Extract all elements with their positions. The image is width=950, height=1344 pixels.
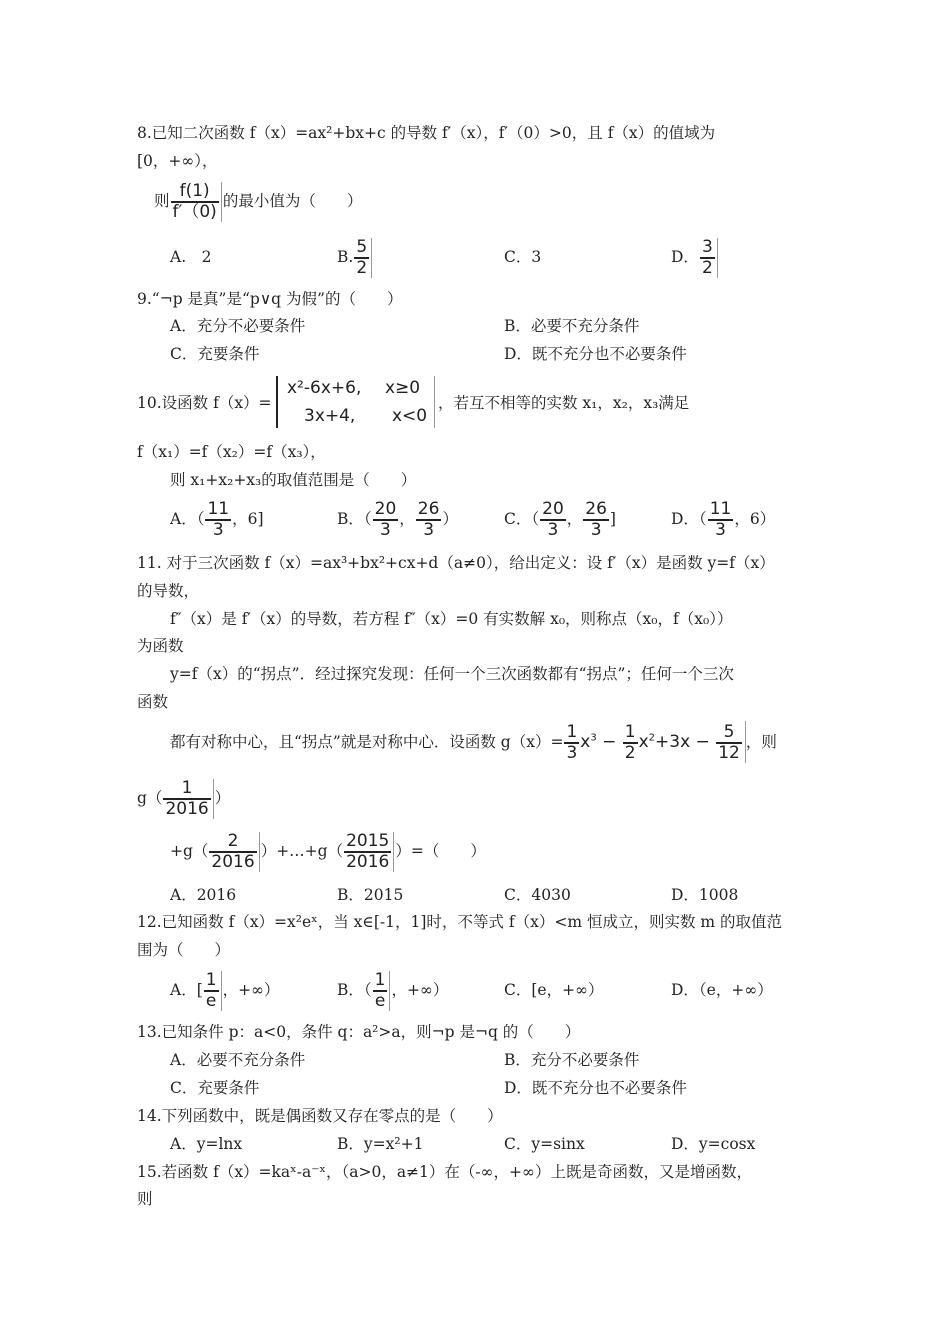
frac-den: 3 [547, 519, 559, 540]
q8-option-b-label: B. [337, 248, 354, 266]
q8-frac-num: f(1) [179, 181, 210, 202]
q8-option-d [671, 237, 719, 278]
fraction [373, 500, 399, 540]
option-label: A．（ [170, 510, 205, 528]
q10-line3: 则 x₁+x₂+x₃的取值范围是（ ） [170, 471, 417, 489]
q11-line9-part: +g（ [170, 842, 209, 860]
q14-option-b: B．y=x²+1 [337, 1135, 424, 1153]
q9-stem: 9.“¬p 是真”是“p∨q 为假”的（ ） [137, 290, 403, 308]
fraction [564, 723, 579, 763]
frac-num: 26 [585, 499, 607, 520]
q11-term: $x^3$ − [580, 732, 622, 752]
q10-cond2: x<0 [392, 406, 428, 426]
q11-line4: 为函数 [137, 637, 184, 655]
fraction [623, 723, 638, 763]
option-label: D．（ [671, 510, 707, 528]
frac-den: 3 [380, 519, 391, 540]
q9-option-c: C．充要条件 [170, 345, 260, 363]
q8-option-b [337, 237, 373, 278]
q11-option-c: C．4030 [504, 886, 571, 904]
q8-option-c: C．3 [504, 248, 542, 266]
frac-num: 1 [181, 778, 193, 799]
option-label: A．[ [170, 981, 203, 999]
frac-den: e [374, 990, 386, 1011]
frac-den: 2016 [211, 851, 255, 872]
q10-box-edge [434, 376, 435, 428]
frac-num: 3 [701, 237, 713, 258]
q11-g-formula [563, 721, 745, 763]
q10-option-b: B．（ $\frac{20}{3}$ ， $\frac{26}{3}$ ） [337, 499, 458, 540]
q11-line9 [170, 830, 486, 872]
q14-option-a: A．y=lnx [170, 1135, 243, 1153]
q14-option-c: C．y=sinx [504, 1135, 585, 1153]
q15-line1: 15.若函数 f（x）=kaˣ-a⁻ˣ，（a>0，a≠1）在（-∞，+∞）上既是奇函数，又是增函数， [137, 1163, 752, 1181]
fraction [708, 500, 734, 540]
q8-stem-line3 [154, 181, 362, 222]
fraction [416, 500, 442, 540]
q11-g-close: ） [214, 789, 231, 807]
frac-num: 20 [374, 499, 397, 520]
fraction [205, 500, 231, 540]
fraction [344, 832, 394, 872]
q10-prefix: 10.设函数 f（x）= [137, 394, 272, 412]
frac-num: 20 [542, 499, 564, 520]
q14-stem: 14.下列函数中，既是偶函数又存在零点的是（ ） [137, 1107, 503, 1125]
option-tail: ，+∞） [391, 981, 449, 999]
q11-line9-part: ）=（ ） [395, 842, 486, 860]
q14-option-d: D．y=cosx [671, 1135, 756, 1153]
q8-option-b-fraction [354, 238, 372, 278]
frac-num: 26 [417, 499, 440, 520]
q12-line2: 围为（ ） [137, 941, 231, 959]
option-tail: ） [442, 510, 458, 528]
option-label: B．（ [337, 510, 372, 528]
frac-num: 11 [709, 499, 732, 520]
q10-case2: 3x+4, [304, 406, 356, 426]
q11-option-b: B．2015 [337, 886, 404, 904]
q10-piecewise-brace [276, 376, 278, 428]
q10-line2: f（x₁）=f（x₂）=f（x₃）， [137, 443, 326, 461]
fraction [209, 832, 259, 872]
option-label: C．（ [504, 510, 540, 528]
frac-den: 2 [624, 742, 636, 763]
q10-suffix: ，若互不相等的实数 x₁，x₂，x₃满足 [438, 394, 690, 412]
q8-suffix: 的最小值为（ ） [222, 192, 363, 210]
frac-num: 1 [374, 970, 386, 991]
q8-option-a: A. 2 [170, 248, 212, 266]
frac-den: 3 [423, 519, 435, 540]
q11-line2: 的导数， [137, 582, 200, 600]
q15-line2: 则 [137, 1190, 153, 1208]
q10-cond1: x≥0 [385, 378, 421, 398]
option-tail: ] [609, 510, 616, 528]
q10-option-c: C．（ $\frac{20}{3}$ ， $\frac{26}{3}$ ] [504, 499, 616, 540]
fraction [373, 971, 391, 1011]
q12-option-d: D．（e，+∞） [671, 981, 773, 999]
option-tail: ，6] [232, 510, 264, 528]
frac-den: e [205, 990, 217, 1011]
q8-option-d-fraction [700, 238, 718, 278]
frac-den: 12 [718, 742, 740, 763]
frac-den: 2 [356, 257, 368, 278]
q13-option-b: B．充分不必要条件 [504, 1051, 640, 1069]
q9-option-b: B．必要不充分条件 [504, 317, 640, 335]
q9-option-d: D．既不充分也不必要条件 [504, 345, 687, 363]
fraction [716, 723, 742, 763]
frac-den: 2 [701, 257, 713, 278]
q10-option-a [170, 499, 264, 540]
fraction [583, 500, 609, 540]
q11-line3: f″（x）是 f′（x）的导数，若方程 f″（x）=0 有实数解 x₀，则称点（x₀，f（x₀）） [170, 610, 733, 628]
q10-option-d [671, 499, 775, 540]
q11-line6: 函数 [137, 693, 169, 711]
q9-option-a: A．充分不必要条件 [170, 317, 306, 335]
q11-line8 [137, 777, 230, 819]
q12-line1: 12.已知函数 f（x）=x²eˣ，当 x∈[-1，1]时，不等式 f（x）<m 恒成立，则实数 m 的取值范 [137, 913, 783, 931]
q11-line7-suffix: ，则 [745, 733, 777, 751]
q8-prefix: 则 [154, 192, 170, 210]
q8-option-d-label: D． [671, 248, 699, 266]
frac-num: 11 [207, 499, 230, 520]
option-label: B．（ [337, 981, 372, 999]
q11-g-label: g（ [137, 789, 163, 807]
frac-den: 3 [715, 519, 726, 540]
q10-case1: x²-6x+6, [287, 378, 362, 398]
option-tail: ，+∞） [222, 981, 280, 999]
q13-stem: 13.已知条件 p：a<0，条件 q：a²>a，则¬p 是¬q 的（ ） [137, 1023, 581, 1041]
frac-den: 2016 [346, 851, 390, 872]
q11-term: $x^2+3x$ − [638, 732, 716, 752]
q11-line5: y=f（x）的“拐点”．经过探究发现：任何一个三次函数都有“拐点”；任何一个三次 [170, 665, 734, 683]
fraction [540, 500, 566, 540]
frac-den: 3 [590, 519, 602, 540]
fraction [204, 971, 222, 1011]
frac-num: 2 [227, 831, 239, 852]
frac-num: 1 [205, 970, 217, 991]
frac-num: 1 [566, 722, 578, 743]
frac-num: 5 [356, 237, 368, 258]
frac-num: 1 [624, 722, 636, 743]
q12-option-a [170, 969, 279, 1011]
frac-num: 2015 [346, 831, 390, 852]
q11-option-d: D．1008 [671, 886, 739, 904]
q11-option-a: A．2016 [170, 886, 237, 904]
q11-line1: 11. 对于三次函数 f（x）=ax³+bx²+cx+d（a≠0），给出定义：设 f′（x）是函数 y=f（x） [137, 554, 775, 572]
frac-num: 5 [723, 722, 735, 743]
q8-frac-den: f′（0) [172, 201, 217, 222]
q8-stem-line1: 8.已知二次函数 f（x）=ax²+bx+c 的导数 f′（x），f′（0）>0，且 f（x）的值域为 [137, 124, 716, 142]
fraction [163, 779, 213, 819]
q13-option-d: D．既不充分也不必要条件 [504, 1079, 687, 1097]
q13-option-c: C．充要条件 [170, 1079, 260, 1097]
q8-stem-line2: [0，+∞）， [137, 152, 218, 170]
q11-line9-part: ）+…+g（ [260, 842, 344, 860]
q12-option-b [337, 969, 448, 1011]
frac-den: 2016 [165, 798, 209, 819]
frac-den: 3 [212, 519, 224, 540]
q12-option-c: C．[e，+∞） [504, 981, 604, 999]
frac-den: 3 [566, 742, 578, 763]
option-tail: ，6） [734, 510, 776, 528]
q8-fraction [171, 182, 222, 222]
q13-option-a: A．必要不充分条件 [170, 1051, 306, 1069]
q11-line7 [170, 721, 777, 763]
q11-line7-prefix: 都有对称中心，且“拐点”就是对称中心．设函数 g（x）= [170, 733, 564, 751]
